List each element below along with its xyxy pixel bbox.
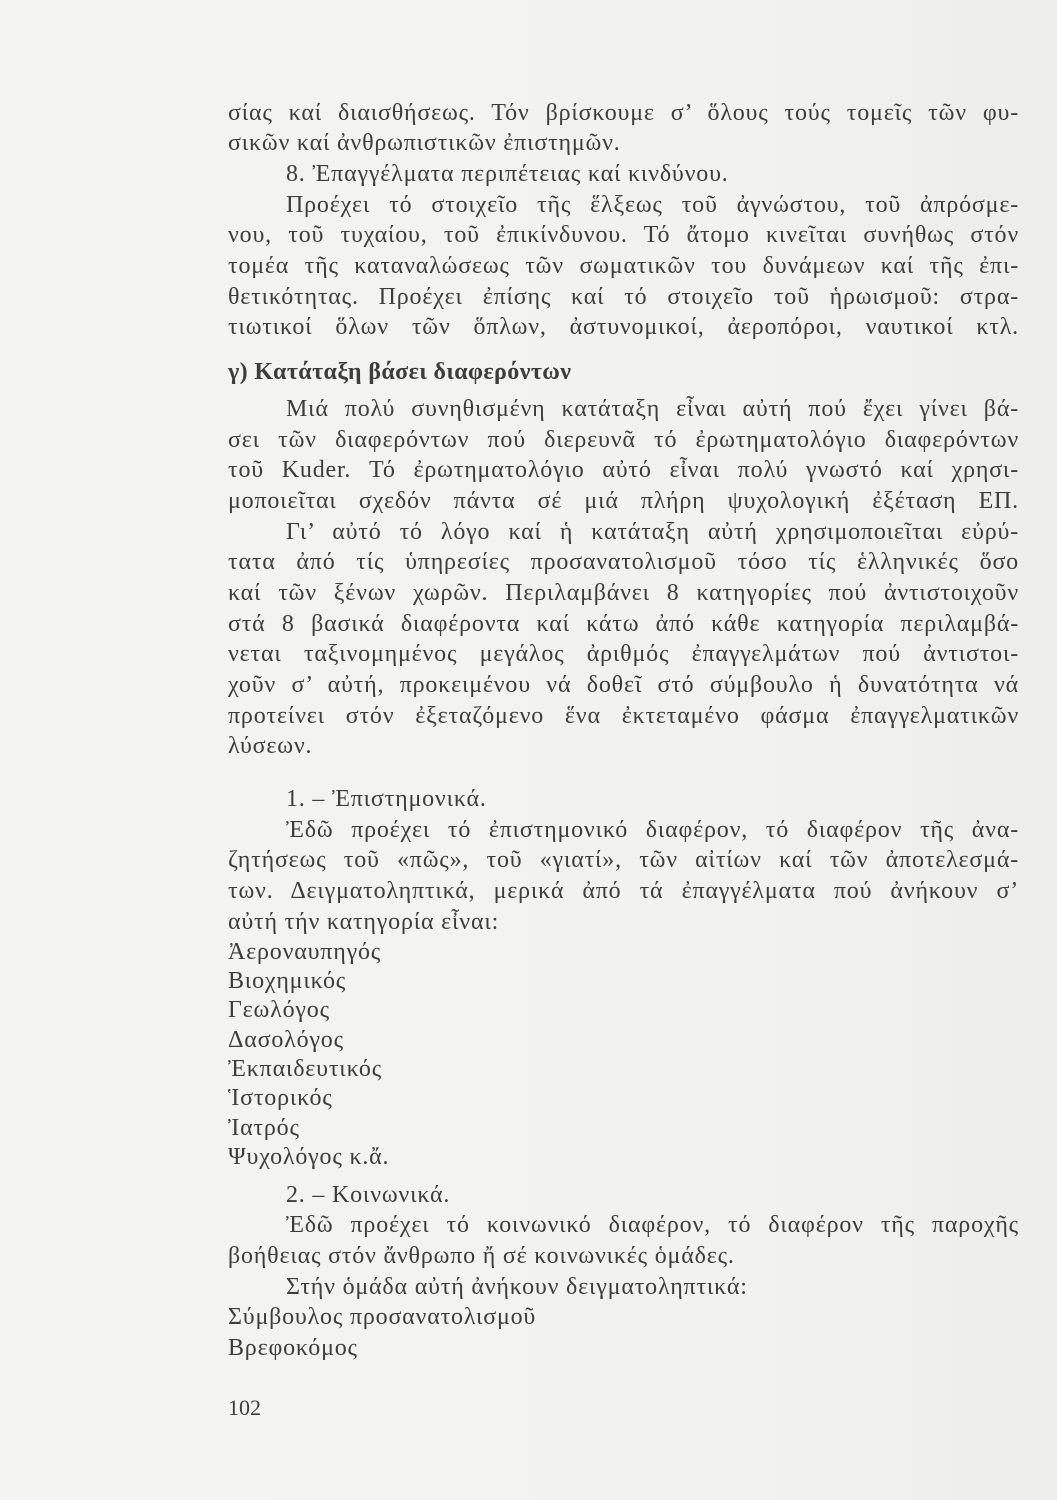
text-line-content: στά 8 βασικά διαφέροντα καί κάτω ἀπό κάθε κατηγορία περιλαμβά- — [228, 610, 1019, 637]
list-item — [228, 938, 1020, 967]
category-2-title-text: 2. – Κοινωνικά. — [286, 1181, 451, 1208]
text-line-content: των. Δειγματοληπτικά, μερικά ἀπό τά ἐπαγγέλματα πού ἀνήκουν σ’ — [228, 878, 1019, 905]
list-item-text: Ἐκπαιδευτικός — [228, 1056, 383, 1083]
text-line — [228, 517, 1020, 548]
list-item — [228, 1114, 1020, 1143]
text-line — [228, 282, 1020, 313]
text-line — [228, 578, 1020, 609]
list-item — [228, 1333, 1020, 1364]
category-2-intro — [228, 1272, 1020, 1303]
text-line-content: τομέα τῆς καταναλώσεως τῶν σωματικῶν του δυνάμεων καί τῆς ἐπι- — [228, 253, 1019, 280]
category-2-title — [228, 1180, 1020, 1211]
item-8-adventure-professions — [228, 159, 1020, 343]
category-1-title-text: 1. – Ἐπιστημονικά. — [286, 786, 487, 813]
text-line — [228, 639, 1020, 670]
text-line-content: Γι’ αὐτό τό λόγο καί ἡ κατάταξη αὐτή χρησιμοποιεῖται εὐρύ- — [286, 518, 1019, 545]
list-item — [228, 967, 1020, 996]
text-line-content: σίας καί διαισθήσεως. Τόν βρίσκουμε σ’ ὅλους τούς τομεῖς τῶν φυ- — [228, 99, 1019, 126]
text-line — [228, 876, 1020, 907]
text-line-content: τατα ἀπό τίς ὑπηρεσίες προσανατολισμοῦ τόσο τίς ἑλληνικές ὅσο — [228, 549, 1019, 576]
list-item — [228, 1143, 1020, 1172]
text-line-content: σικῶν καί ἀνθρωπιστικῶν ἐπιστημῶν. — [228, 130, 621, 157]
text-line-content: νεται ταξινομημένος μεγάλος ἀριθμός ἐπαγγελμάτων πού ἀντιστοι- — [228, 641, 1019, 668]
text-line — [228, 609, 1020, 640]
text-line — [228, 701, 1020, 732]
text-line — [228, 190, 1020, 221]
page-body-text — [228, 98, 1020, 1364]
text-line-content: βοήθειας στόν ἄνθρωπο ἤ σέ κοινωνικές ὁμάδες. — [228, 1243, 735, 1270]
item-8-title-text: 8. Ἐπαγγέλματα περιπέτειας καί κινδύνου. — [286, 161, 729, 188]
text-line — [228, 128, 1020, 159]
opening-paragraph — [228, 98, 1020, 159]
list-item-text: Ἀεροναυπηγός — [228, 938, 382, 965]
text-line — [228, 251, 1020, 282]
text-line — [228, 394, 1020, 425]
text-line — [228, 845, 1020, 876]
text-line-content: νου, τοῦ τυχαίου, τοῦ ἐπικίνδυνου. Τό ἄτομο κινεῖται συνήθως στόν — [228, 222, 1019, 249]
text-line — [228, 486, 1020, 517]
list-item-text: Σύμβουλος προσανατολισμοῦ — [228, 1304, 537, 1331]
text-line-content: ζητήσεως τοῦ «πῶς», τοῦ «γιατί», τῶν αἰτίων καί τῶν ἀποτελεσμά- — [228, 847, 1019, 874]
list-item — [228, 1302, 1020, 1333]
paragraph-classification-use — [228, 517, 1020, 763]
category-1-examples-list — [228, 938, 1020, 1173]
text-line — [228, 547, 1020, 578]
text-line-content: τοῦ Kuder. Τό ἐρωτηματολόγιο αὐτό εἶναι πολύ γνωστό καί χρησι- — [228, 457, 1019, 484]
text-line — [228, 98, 1020, 129]
text-line — [228, 907, 1020, 938]
page-number: 102 — [228, 1395, 261, 1420]
text-line-content: Ἐδῶ προέχει τό ἐπιστημονικό διαφέρον, τό διαφέρον τῆς ἀνα- — [286, 816, 1019, 843]
list-item-text: Βρεφοκόμος — [228, 1335, 358, 1362]
list-item-text: Ψυχολόγος κ.ἄ. — [228, 1144, 390, 1171]
category-2-social — [228, 1180, 1020, 1364]
text-line-content: προτείνει στόν ἐξεταζόμενο ἕνα ἐκτεταμένο φάσμα ἐπαγγελματικῶν — [228, 702, 1019, 729]
text-line — [228, 670, 1020, 701]
text-line-content: θετικότητας. Προέχει ἐπίσης καί τό στοιχεῖο τοῦ ἡρωισμοῦ: στρα- — [228, 283, 1019, 310]
text-line — [228, 455, 1020, 486]
list-item — [228, 996, 1020, 1025]
list-item — [228, 1026, 1020, 1055]
category-1-title — [228, 784, 1020, 815]
text-line-content: λύσεων. — [228, 733, 313, 760]
text-line — [228, 731, 1020, 762]
list-item-text: Ἱστορικός — [228, 1085, 333, 1112]
list-item-text: Βιοχημικός — [228, 967, 347, 994]
text-line-content: μοποιεῖται σχεδόν πάντα σέ μιά πλήρη ψυχολογική ἐξέταση ΕΠ. — [228, 487, 1019, 514]
text-line — [228, 220, 1020, 251]
category-2-intro-text: Στήν ὁμάδα αὐτή ἀνήκουν δειγματοληπτικά: — [286, 1273, 748, 1300]
list-item-text: Ἰατρός — [228, 1114, 300, 1141]
text-line-content: Ἐδῶ προέχει τό κοινωνικό διαφέρον, τό διαφέρον τῆς παροχῆς — [286, 1212, 1019, 1239]
text-line-content: αὐτή τήν κατηγορία εἶναι: — [228, 908, 500, 935]
text-line-content: τιωτικοί ὅλων τῶν ὅπλων, ἀστυνομικοί, ἀεροπόροι, ναυτικοί κτλ. — [228, 314, 1019, 341]
paragraph-kuder-questionnaire — [228, 394, 1020, 517]
text-line — [228, 425, 1020, 456]
text-line-content: Προέχει τό στοιχεῖο τῆς ἕλξεως τοῦ ἀγνώστου, τοῦ ἀπρόσμε- — [286, 191, 1019, 218]
text-line — [228, 312, 1020, 343]
item-8-title — [228, 159, 1020, 190]
text-line-content: σει τῶν διαφερόντων πού διερευνᾶ τό ἐρωτηματολόγιο διαφερόντων — [228, 426, 1019, 453]
text-line-content: χοῦν σ’ αὐτή, προκειμένου νά δοθεῖ στό σύμβουλο ἡ δυνατότητα νά — [228, 672, 1019, 699]
category-1-scientific — [228, 784, 1020, 1173]
text-line-content: καί τῶν ξένων χωρῶν. Περιλαμβάνει 8 κατηγορίες πού ἀντιστοιχοῦν — [228, 579, 1019, 606]
text-line — [228, 1210, 1020, 1241]
list-item — [228, 1055, 1020, 1084]
list-item-text: Δασολόγος — [228, 1026, 344, 1053]
text-line — [228, 1241, 1020, 1272]
section-heading-text: γ) Κατάταξη βάσει διαφερόντων — [228, 359, 572, 386]
section-heading — [228, 357, 1020, 388]
list-item — [228, 1084, 1020, 1113]
text-line-content: Μιά πολύ συνηθισμένη κατάταξη εἶναι αὐτή πού ἔχει γίνει βά- — [286, 395, 1019, 422]
category-2-examples-list — [228, 1302, 1020, 1363]
text-line — [228, 815, 1020, 846]
list-item-text: Γεωλόγος — [228, 997, 330, 1024]
